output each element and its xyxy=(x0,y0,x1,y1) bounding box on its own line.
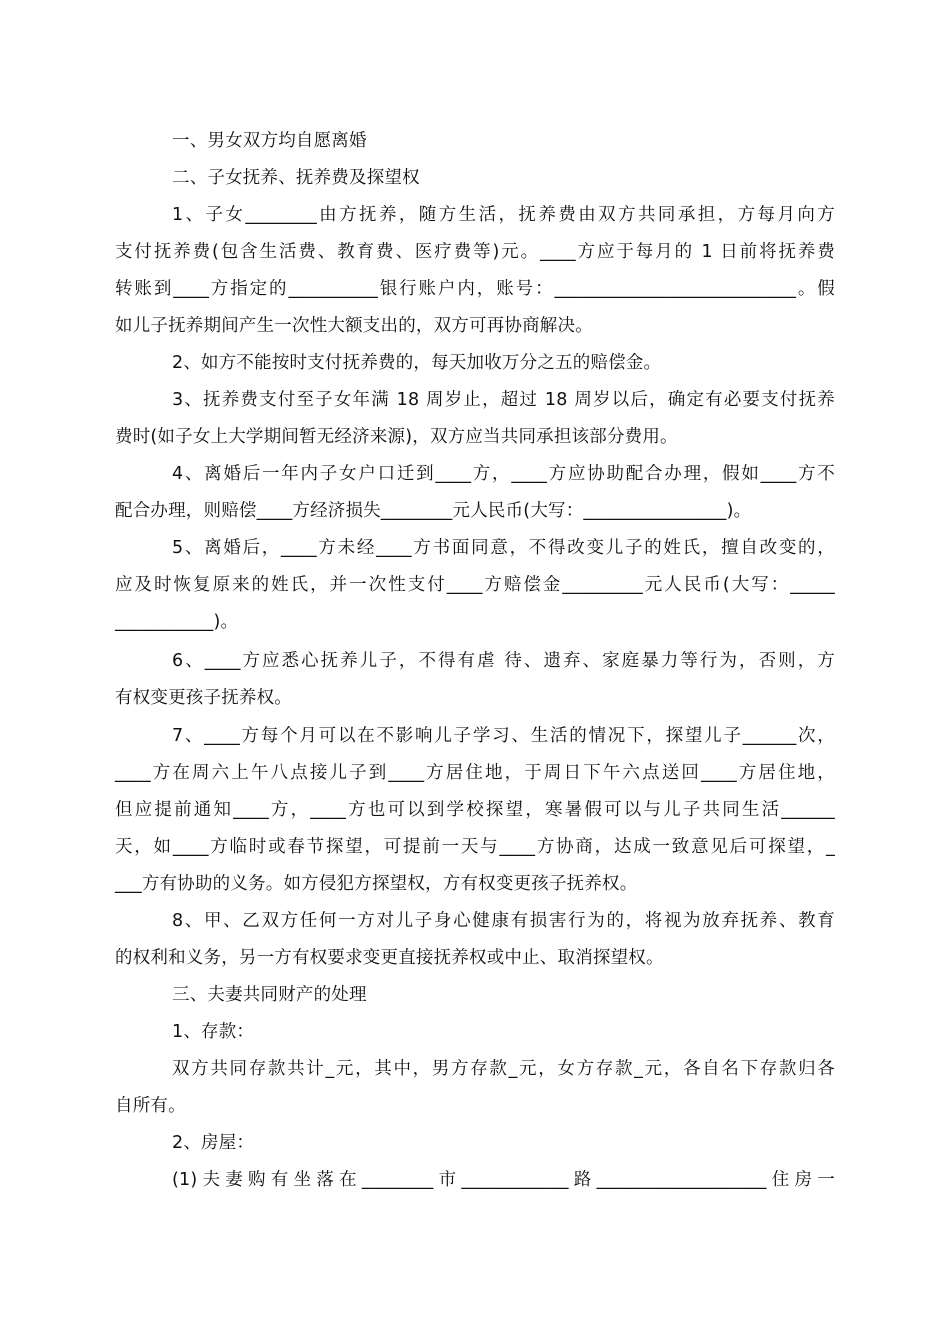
subsection-heading: 1、存款： xyxy=(172,1022,255,1042)
paragraph-line: 1、子女________由方抚养，随方生活，抚养费由双方共同承担，方每月向方 xyxy=(172,205,835,225)
paragraph-line: 2、如方不能按时支付抚养费的，每天加收万分之五的赔偿金。 xyxy=(172,353,662,373)
section-heading: 三、夫妻共同财产的处理 xyxy=(172,985,367,1005)
paragraph-line: 双方共同存款共计_元，其中，男方存款_元，女方存款_元，各自名下存款归各 xyxy=(172,1059,835,1079)
paragraph-line: ____方在周六上午八点接儿子到____方居住地，于周日下午六点送回____方居住地， xyxy=(115,763,835,783)
paragraph-line: 应及时恢复原来的姓氏，并一次性支付____方赔偿金_________元人民币(大写：_____ xyxy=(115,575,835,595)
paragraph-line: 支付抚养费(包含生活费、教育费、医疗费等)元。____方应于每月的 1 日前将抚养费 xyxy=(115,242,835,262)
paragraph-line: 天，如____方临时或春节探望，可提前一天与____方协商，达成一致意见后可探望，_ xyxy=(115,837,835,857)
paragraph-line: 的权利和义务，另一方有权要求变更直接抚养权或中止、取消探望权。 xyxy=(115,948,664,968)
paragraph-line: 配合办理，则赔偿____方经济损失________元人民币(大写：________________)。 xyxy=(115,501,752,521)
paragraph-line: 4、离婚后一年内子女户口迁到____方，____方应协助配合办理，假如____方不 xyxy=(172,464,835,484)
paragraph-line: ___________)。 xyxy=(115,612,239,632)
paragraph-line: 6、____方应悉心抚养儿子，不得有虐 待、遗弃、家庭暴力等行为，否则，方 xyxy=(172,651,835,671)
paragraph-line: 3、抚养费支付至子女年满 18 周岁止，超过 18 周岁以后，确定有必要支付抚养 xyxy=(172,390,835,410)
paragraph-line: 转账到____方指定的__________银行账户内，账号：___________________________。假 xyxy=(115,279,835,299)
paragraph-line: 有权变更孩子抚养权。 xyxy=(115,688,292,708)
subsection-heading: 2、房屋： xyxy=(172,1133,255,1153)
paragraph-line: 如儿子抚养期间产生一次性大额支出的，双方可再协商解决。 xyxy=(115,316,593,336)
paragraph-line: 费时(如子女上大学期间暂无经济来源)，双方应当共同承担该部分费用。 xyxy=(115,427,678,447)
section-heading: 二、子女抚养、抚养费及探望权 xyxy=(172,168,420,188)
paragraph-line: 7、____方每个月可以在不影响儿子学习、生活的情况下，探望儿子______次， xyxy=(172,726,835,746)
paragraph-line: (1)夫妻购有坐落在________市____________路___________________住房一 xyxy=(172,1170,835,1190)
section-heading: 一、男女双方均自愿离婚 xyxy=(172,131,367,151)
paragraph-line: ___方有协助的义务。如方侵犯方探望权，方有权变更孩子抚养权。 xyxy=(115,874,638,894)
paragraph-line: 8、甲、乙双方任何一方对儿子身心健康有损害行为的，将视为放弃抚养、教育 xyxy=(172,911,835,931)
paragraph-line: 5、离婚后，____方未经____方书面同意，不得改变儿子的姓氏，擅自改变的， xyxy=(172,538,835,558)
paragraph-line: 自所有。 xyxy=(115,1096,186,1116)
paragraph-line: 但应提前通知____方，____方也可以到学校探望，寒暑假可以与儿子共同生活______ xyxy=(115,800,835,820)
